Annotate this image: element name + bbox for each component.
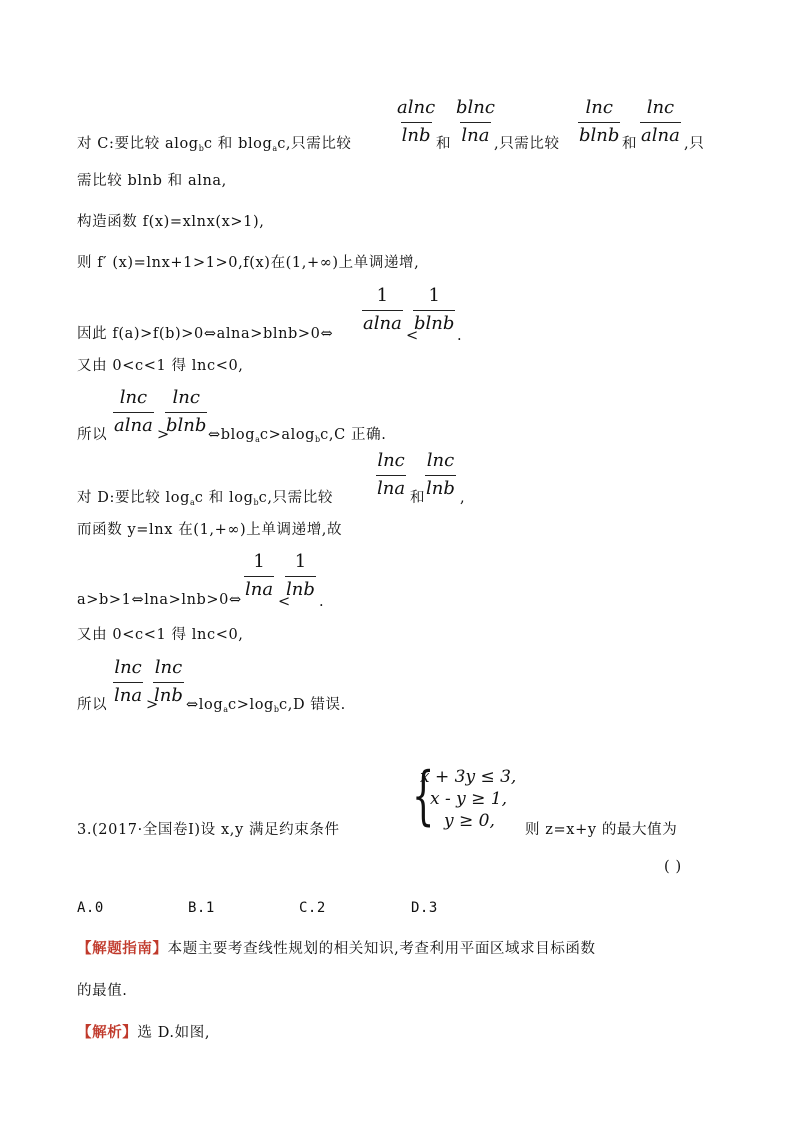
- denominator: blnb: [165, 412, 207, 437]
- c-line-5: 因此 f(a)>f(b)>0⇔alna>blnb>0⇔: [77, 326, 334, 342]
- denominator: blnb: [578, 122, 620, 147]
- numerator: 1: [253, 551, 265, 572]
- less-than-sign: <: [406, 328, 419, 344]
- answer-parentheses: ( ): [664, 859, 682, 875]
- numerator: blnc: [456, 97, 495, 118]
- numerator: 1: [428, 285, 440, 306]
- fraction-1-over-lnb: [285, 551, 316, 601]
- denominator: alna: [640, 122, 681, 147]
- greater-than-sign: >: [157, 427, 170, 443]
- option-c: C.2: [299, 900, 326, 916]
- c-line-1-tail-b: ,只: [684, 136, 705, 152]
- fraction-1-over-alna: [362, 285, 403, 335]
- numerator: alnc: [397, 97, 436, 118]
- fraction-lnc-over-blnb: [578, 97, 620, 147]
- solution-label: 【解析】: [77, 1024, 138, 1041]
- c-line-4: 则 f′ (x)=lnx+1>1>0,f(x)在(1,+∞)上单调递增,: [77, 255, 420, 271]
- denominator: lna: [460, 122, 490, 147]
- fraction-lnc-over-lna: [376, 450, 406, 500]
- c-line-3: 构造函数 f(x)=xlnx(x>1),: [77, 214, 265, 230]
- d-line-2: 而函数 y=lnx 在(1,+∞)上单调递增,故: [77, 522, 343, 538]
- question-3-stem: 3.(2017·全国卷Ⅰ)设 x,y 满足约束条件: [77, 822, 340, 838]
- denominator: lnb: [285, 576, 316, 601]
- guide-paragraph-line-2: 的最值.: [77, 983, 128, 999]
- fraction-1-over-blnb: [413, 285, 455, 335]
- constraint-1: x + 3y ≤ 3,: [420, 767, 517, 787]
- option-a: A.0: [77, 900, 104, 916]
- fraction-lnc-over-blnb: [165, 387, 207, 437]
- d-line-5-prefix: 所以: [77, 697, 108, 713]
- period: .: [457, 328, 463, 344]
- guide-paragraph: [77, 939, 596, 959]
- numerator: lnc: [426, 450, 455, 471]
- numerator: 1: [294, 551, 307, 572]
- d-line-4: 又由 0<c<1 得 lnc<0,: [77, 627, 244, 643]
- less-than-sign: <: [278, 594, 291, 610]
- option-d: D.3: [411, 900, 438, 916]
- guide-text: 本题主要考查线性规划的相关知识,考查利用平面区域求目标函数: [167, 941, 596, 957]
- c-line-1: 对 C:要比较 alog$_b$c 和 blog$_a$c,只需比较: [77, 136, 352, 153]
- fraction-lnc-over-lna: [113, 657, 143, 707]
- denominator: lna: [376, 475, 406, 500]
- solution-text: 选 D.如图,: [137, 1025, 211, 1041]
- numerator: 1: [376, 285, 389, 306]
- constraint-3: y ≥ 0,: [444, 811, 495, 831]
- guide-label: 【解题指南】: [77, 940, 168, 957]
- solution-paragraph: [77, 1023, 210, 1043]
- denominator: lna: [113, 682, 143, 707]
- numerator: lnc: [646, 97, 675, 118]
- greater-than-sign: >: [146, 697, 159, 713]
- denominator: alna: [113, 412, 154, 437]
- fraction-blnc-over-lna: [455, 97, 496, 147]
- constraint-2: x - y ≥ 1,: [430, 789, 508, 809]
- numerator: lnc: [585, 97, 613, 118]
- denominator: lnb: [153, 682, 184, 707]
- option-b: B.1: [188, 900, 215, 916]
- c-line-7-prefix: 所以: [77, 427, 108, 443]
- conjunction-and: 和: [410, 490, 426, 506]
- numerator: lnc: [154, 657, 183, 678]
- fraction-1-over-lna: [244, 551, 274, 601]
- fraction-lnc-over-alna: [113, 387, 154, 437]
- numerator: lnc: [172, 387, 200, 408]
- left-brace: {: [412, 759, 435, 833]
- c-line-1-tail-a: ,只需比较: [494, 136, 560, 152]
- denominator: lna: [244, 576, 274, 601]
- denominator: lnb: [425, 475, 456, 500]
- denominator: lnb: [401, 122, 432, 147]
- conjunction-and: 和: [436, 136, 452, 152]
- c-line-6: 又由 0<c<1 得 lnc<0,: [77, 358, 244, 374]
- denominator: blnb: [413, 310, 455, 335]
- question-3-stem-tail: 则 z=x+y 的最大值为: [525, 822, 678, 838]
- c-line-2: 需比较 blnb 和 alna,: [77, 173, 227, 189]
- numerator: lnc: [114, 657, 142, 678]
- numerator: lnc: [377, 450, 405, 471]
- d-line-3: a>b>1⇔lna>lnb>0⇔: [77, 592, 242, 608]
- d-line-1: 对 D:要比较 $\log_ac$ 和 $\log_bc$,只需比较: [77, 490, 333, 507]
- comma: ,: [460, 490, 466, 506]
- fraction-lnc-over-lnb: [425, 450, 456, 500]
- denominator: alna: [362, 310, 403, 335]
- d-line-5-tail: $\Leftrightarrow\log_ac>\log_bc,D$ 错误.: [186, 697, 346, 714]
- c-line-7-tail: ⇔blog$_a$c>alog$_b$c,C 正确.: [208, 427, 387, 444]
- conjunction-and: 和: [622, 136, 638, 152]
- fraction-lnc-over-alna: [640, 97, 681, 147]
- numerator: lnc: [119, 387, 148, 408]
- period: .: [319, 594, 325, 610]
- fraction-lnc-over-lnb: [153, 657, 184, 707]
- fraction-alnc-over-lnb: [396, 97, 436, 147]
